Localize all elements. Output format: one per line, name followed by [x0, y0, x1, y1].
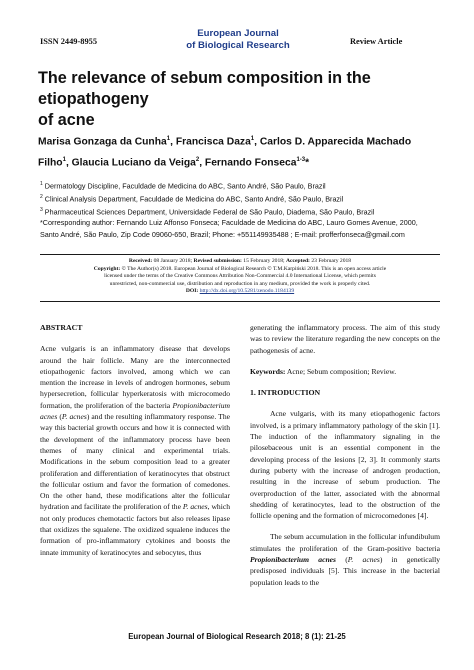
copyright-line2: licensed under the terms of the Creative Commons Attribution Non-Commercial 4.0 International License, which permits [104, 273, 376, 280]
corresponding-author: *Corresponding author: Fernando Luiz Affonso Fonseca; Faculdade de Medicina do ABC, Lauro Gomes Avenue, 2000, [40, 218, 418, 228]
intro-paragraph-1: Acne vulgaris, with its many etiopathogenic factors involved, is a primary inflammatory pathology of the skin [1]. The induction of the inflammatory signaling in the pilosebaceous unit is an essential component in the developing process of the lesions [2, 3]. It commonly starts during puberty with the increase of androgen production, resulting in the increase of sebum production. The overproduction of the latter, associated with the abnormal shedding of keratinocytes, lead to the obstruction of the follicle opening and the formation of microcomedones [4]. [250, 409, 440, 521]
journal-name [150, 28, 326, 52]
abstract-continuation: generating the inflammatory process. The aim of this study was to review the literature regarding the new concepts on the pathogenesis of acne. [250, 323, 440, 355]
article-meta [40, 258, 440, 296]
right-column [250, 322, 440, 598]
affiliations [40, 179, 440, 240]
issn: ISSN 2449-8955 [40, 37, 98, 46]
affiliation [40, 179, 440, 192]
paper-title-line1: The relevance of sebum composition in the etiopathogeny [38, 69, 371, 108]
affiliation-text: Dermatology Discipline, Faculdade de Medicina do ABC, Santo André, São Paulo, Brazil [42, 181, 326, 191]
accepted-date: 23 February 2018 [309, 258, 352, 264]
abstract-text [40, 343, 230, 558]
introduction-heading: 1. INTRODUCTION [250, 388, 321, 398]
affiliation-sup: 2 [40, 193, 43, 200]
affiliation-text: Clinical Analysis Department, Faculdade de Medicina do ABC, Santo André, São Paulo, Brazil [42, 194, 344, 204]
doi-line [40, 288, 440, 296]
doi-link[interactable]: http://dx.doi.org/10.5281/zenodo.1184139 [199, 288, 295, 295]
author-affil-sup: 1 [62, 157, 66, 164]
author-name: Marisa Gonzaga da Cunha [38, 136, 167, 148]
accepted-label: Accepted: [286, 258, 310, 264]
intro-paragraph-2 [250, 531, 440, 587]
author-affil-sup: 2 [195, 157, 200, 164]
abstract-heading: ABSTRACT [40, 323, 83, 332]
meta-rule-top [40, 254, 440, 255]
affiliation-sup: 1 [40, 181, 43, 187]
abstract-italic: Propionibacterium acnes [40, 400, 230, 422]
doi-label: DOI: [185, 288, 199, 295]
author-affil-sup: 1 [250, 136, 255, 142]
abstract-italic: P. acnes [61, 412, 87, 422]
copyright-text: © The Author(s) 2018. European Journal of Biological Research © T.M.Karpiński 2018. This is an open access article [120, 265, 387, 272]
author-name: , Carlos D. Apparecida Machado Filho [38, 136, 412, 169]
received-label: Received: [128, 258, 153, 264]
keywords [250, 366, 440, 377]
author-list [38, 130, 438, 173]
abstract-text-part: ) and the resulting inflammatory response. The way this bacterial growth occurs and how it is connected with the development of the inflammatory process have been themes of many clinical and experimental trials. Modifications in the sebum composition lead to a greater proliferation and differentiation of keratinocytes that obstruct the follicular ostium and favor the formation of comedones. On the other hand, these modifications alter the follicular hydration and facilitate the proliferation of the [40, 412, 230, 512]
affiliation-text: Pharmaceutical Sciences Department, Universidade Federal de São Paulo, Diadema, São Paulo, Brazil [42, 206, 375, 216]
abstract-text-part: ( [57, 412, 62, 422]
copyright-line3: unrestricted, non-commercial use, distribution and reproduction in any medium, provided the work is properly cited. [109, 280, 371, 287]
affiliation-sup: 3 [40, 206, 43, 213]
keywords-text: Acne; Sebum composition; Review. [285, 366, 397, 376]
journal-name-line2: of Biological Research [186, 40, 290, 51]
abstract-text-part: Acne vulgaris is an inflammatory disease that develops around the hair follicle. Many are the interconnected etiopathogenic factors involved, among which we can mention the increase in levels of androgen hormones, sebum hypersecretion, follicular hyperkeratosis with microcomedo formation, the proliferation of the bacteria [40, 344, 230, 410]
corresponding-mark: * [305, 157, 310, 169]
paper-title-line2: of acne [38, 111, 95, 129]
intro-text-part: ( [336, 555, 348, 565]
revised-date: 15 February 2018; [241, 258, 286, 264]
author-name: , Fernando Fonseca [199, 157, 297, 169]
abstract-text-part: , which not only produces chemotactic factors but also releases lipase that oxidizes the squalene. The oxidized squalene induces the formation of pro-inflammatory cytokines and boosts the innate immunity of keratinocytes and sebocytes, thus [40, 502, 230, 557]
page-footer: European Journal of Biological Research 2018; 8 (1): 21-25 [128, 632, 346, 641]
received-date: 08 January 2018; [152, 258, 194, 264]
left-column [40, 322, 230, 568]
dates-line [40, 258, 440, 266]
affiliation [40, 205, 440, 218]
author-affil-sup: 1 [166, 136, 171, 142]
revised-label: Revised submission: [193, 258, 242, 264]
copyright-label: Copyright: [93, 265, 121, 272]
intro-text-part: ) in genetically predisposed individuals [5]. This increase in the bacterial population leads to the [250, 555, 440, 587]
intro-italic: P. acnes [347, 555, 380, 565]
meta-rule-bottom [40, 301, 440, 302]
paper-title [38, 68, 438, 131]
article-type: Review Article [350, 37, 403, 46]
author-affil-sup: 1-3 [296, 157, 306, 164]
intro-italic: Propionibacterium acnes [250, 555, 336, 565]
keywords-label: Keywords: [250, 366, 286, 376]
author-name: , Francisca Daza [170, 136, 251, 148]
affiliation [40, 192, 440, 205]
author-name: , Glaucia Luciano da Veiga [65, 157, 196, 169]
journal-name-line1: European Journal [197, 28, 279, 39]
intro-text-part: The sebum accumulation in the follicular infundibulum stimulates the proliferation of the Gram-positive bacteria [250, 532, 440, 553]
abstract-italic: P. acnes [182, 502, 208, 512]
corresponding-author-contact: Santo André, São Paulo, Zip Code 09060-650, Brazil; Phone: +551149935488 ; E-mail: profferfonseca@gmail.com [40, 229, 405, 239]
